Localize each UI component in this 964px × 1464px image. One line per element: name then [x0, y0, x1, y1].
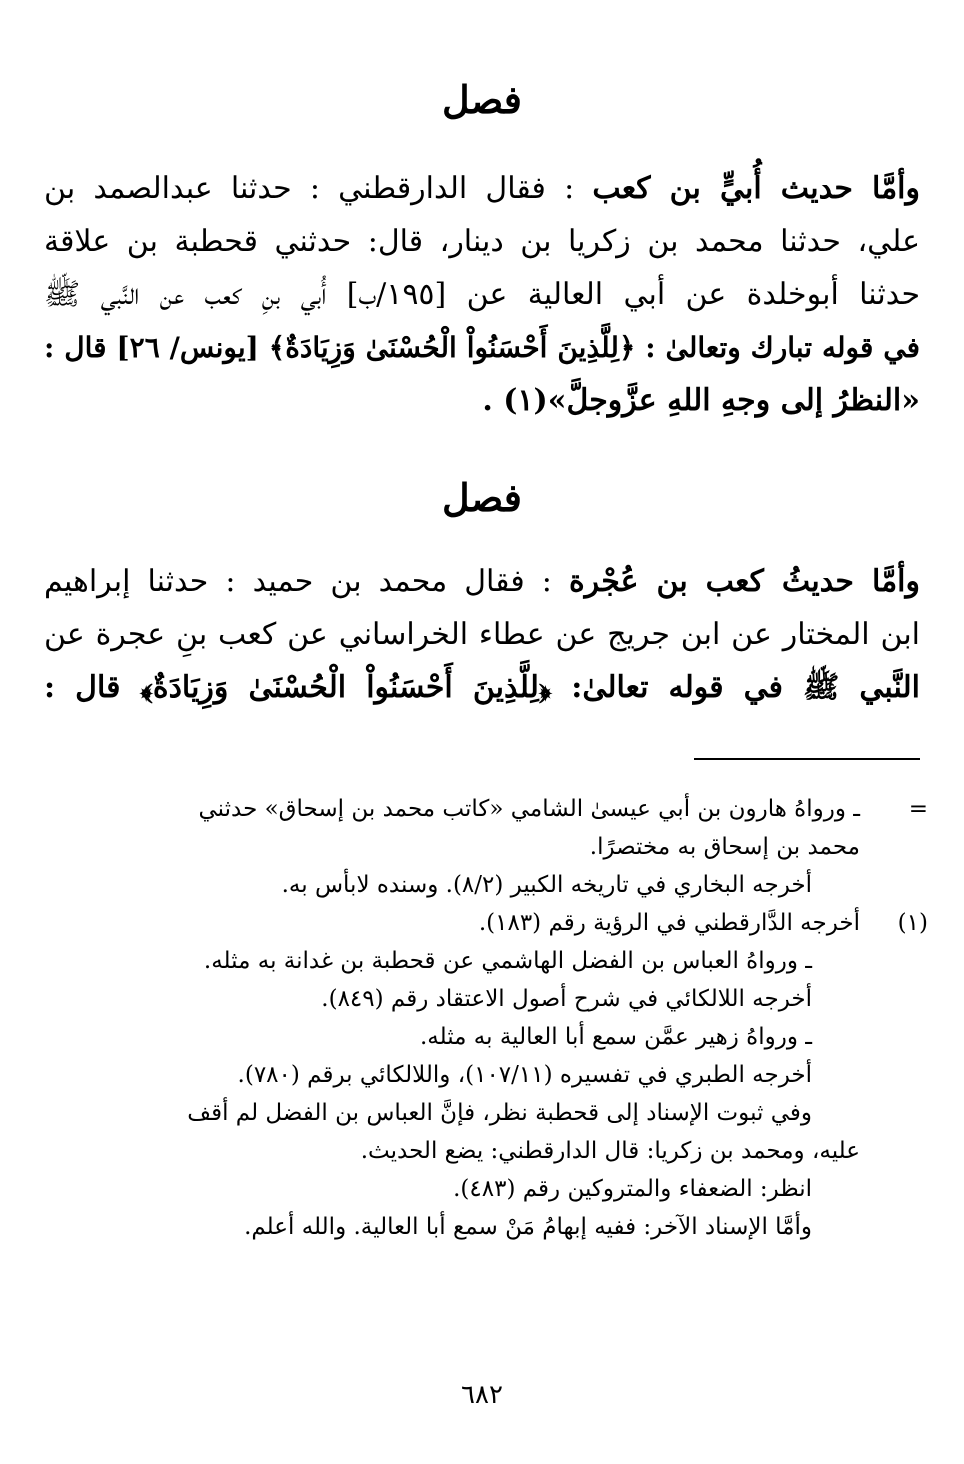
page-number: ٦٨٢ — [461, 1380, 503, 1410]
paragraph-line: وأمَّا حديث أُبيٍّ بن كعب : فقال الدارقطني : حدثنا عبدالصمد بن — [44, 171, 920, 206]
footnote-marker-1: (١) — [897, 910, 928, 936]
footnote-line: ـ ورواهُ زهير عمَّن سمع أبا العالية به مثله. — [419, 1024, 812, 1050]
paragraph-line: حدثنا أبوخلدة عن أبي العالية عن [١٩٥/ب] أُبي بنِ كعب عن النَّبي ﷺ — [44, 277, 920, 312]
section-1-lead: وأمَّا حديث أُبيٍّ بن كعب — [592, 171, 920, 206]
footnote-divider — [694, 758, 920, 760]
footnote-line: وأمَّا الإسناد الآخر: ففيه إبهامُ مَنْ سمع أبا العالية. والله أعلم. — [244, 1214, 812, 1240]
paragraph-line: في قوله تبارك وتعالىٰ : ﴿لِلَّذِينَ أَحْسَنُواْ الْحُسْنَىٰ وَزِيَادَةٌ﴾ [يونس/ ٢٦] قال : — [44, 331, 920, 364]
section-2-paragraph — [44, 555, 920, 714]
footnote-line: وفي ثبوت الإسناد إلى قحطبة نظر، فإنَّ العباس بن الفضل لم أقف — [187, 1100, 812, 1126]
footnotes — [44, 790, 928, 1246]
paragraph-line: علي، حدثنا محمد بن زكريا بن دينار، قال: حدثني قحطبة بن علاقة — [44, 224, 920, 259]
paragraph-line: «النظرُ إلى وجهِ اللهِ عزَّوجلَّ»(١) . — [482, 383, 920, 418]
footnote-line: محمد بن إسحاق به مختصرًا. — [589, 834, 860, 860]
footnote-line: أخرجه الطبري في تفسيره (١٠٧/١١)، واللالكائي برقم (٧٨٠). — [237, 1062, 812, 1088]
paragraph-line: وأمَّا حديثُ كعب بن عُجْرة : فقال محمد بن حميد : حدثنا إبراهيم — [44, 564, 920, 599]
continuation-marker: = — [908, 796, 928, 822]
footnote-line: انظر: الضعفاء والمتروكين رقم (٤٨٣). — [453, 1176, 812, 1202]
footnote-line: عليه، ومحمد بن زكريا: قال الدارقطني: يضع الحديث. — [360, 1138, 860, 1164]
section-2-lead: وأمَّا حديثُ كعب بن عُجْرة — [568, 564, 920, 599]
footnote-line: = ـ ورواهُ هارون بن أبي عيسىٰ الشامي «كاتب محمد بن إسحاق» حدثني — [44, 790, 920, 828]
section-heading-2: فصل — [442, 475, 522, 520]
paragraph-line: النَّبي ﷺ في قوله تعالىٰ: ﴿لِلَّذِينَ أَحْسَنُواْ الْحُسْنَىٰ وَزِيَادَةٌ﴾ قال : — [44, 670, 920, 705]
paragraph-line: ابن المختار عن ابن جريج عن عطاء الخراساني عن كعب بنِ عجرة عن — [44, 617, 920, 652]
footnote-line: ـ ورواهُ العباس بن الفضل الهاشمي عن قحطبة بن غدانة به مثله. — [203, 948, 812, 974]
footnote-line: أخرجه اللالكائي في شرح أصول الاعتقاد رقم (٨٤٩). — [321, 986, 812, 1012]
footnote-line: أخرجه البخاري في تاريخه الكبير (٨/٢). وسنده لابأس به. — [281, 872, 812, 898]
footnote-line: (١) أخرجه الدَّارقطني في الرؤية رقم (١٨٣). — [44, 904, 920, 942]
section-1-paragraph — [44, 162, 920, 427]
section-heading-1: فصل — [442, 77, 522, 122]
